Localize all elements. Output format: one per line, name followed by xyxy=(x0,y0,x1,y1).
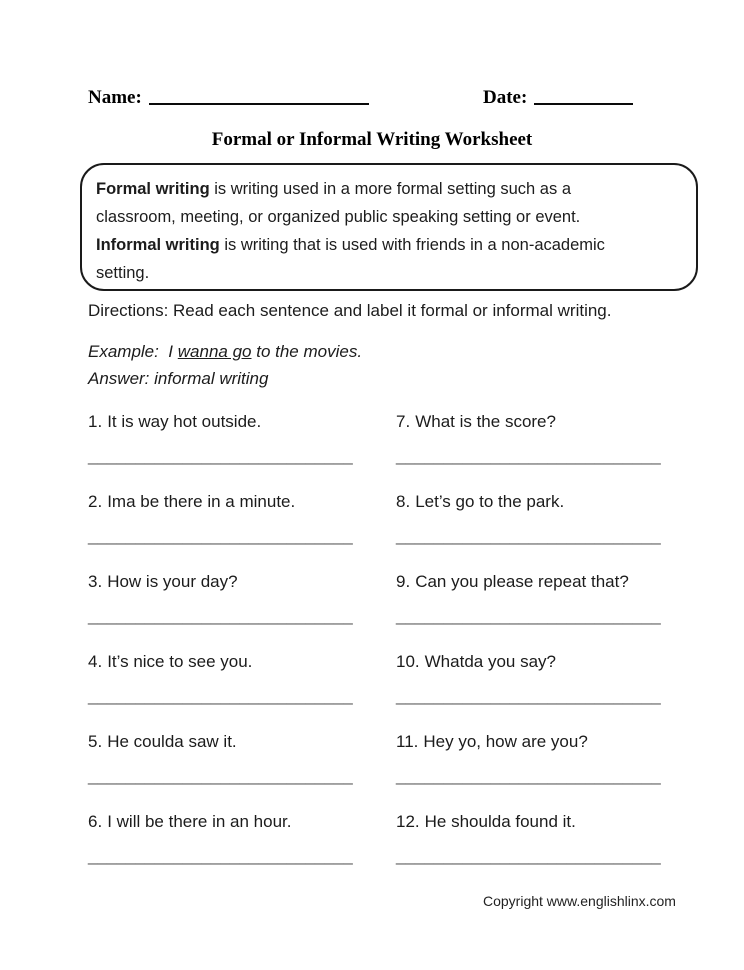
item-text: How is your day? xyxy=(107,572,238,591)
item-number: 2. xyxy=(88,492,103,511)
answer-blank-line: ____________________________ xyxy=(88,686,353,705)
list-item xyxy=(396,490,708,570)
item-text: Ima be there in a minute. xyxy=(107,492,296,511)
page-title: Formal or Informal Writing Worksheet xyxy=(211,129,533,150)
item-sentence xyxy=(396,570,708,594)
item-text: Can you please repeat that? xyxy=(415,572,629,591)
answer-blank-line: ____________________________ xyxy=(396,446,661,465)
item-text: Whatda you say? xyxy=(424,652,556,671)
definition-line xyxy=(96,175,682,203)
answer-blank-line: ____________________________ xyxy=(88,766,353,785)
item-text: What is the score? xyxy=(415,412,556,431)
list-item xyxy=(396,650,708,730)
definition-line xyxy=(96,203,682,231)
answer-blank-line: ____________________________ xyxy=(88,846,353,865)
answer-blank-line: ____________________________ xyxy=(88,606,353,625)
item-number: 7. xyxy=(396,412,411,431)
answer-blank-line: ____________________________ xyxy=(88,446,353,465)
date-field xyxy=(483,87,633,109)
item-sentence xyxy=(396,810,708,834)
directions-text: Directions: Read each sentence and label it formal or informal writing. xyxy=(88,301,612,320)
answer-blank-line: ____________________________ xyxy=(396,606,661,625)
definition-text: classroom, meeting, or organized public speaking setting or event. xyxy=(96,208,581,226)
sentence-list xyxy=(88,410,708,890)
item-number: 6. xyxy=(88,812,103,831)
date-blank-line xyxy=(534,99,633,105)
item-number: 3. xyxy=(88,572,103,591)
definition-text: setting. xyxy=(96,264,150,282)
item-sentence xyxy=(396,410,708,434)
item-sentence xyxy=(88,490,396,514)
answer-blank-line: ____________________________ xyxy=(396,526,661,545)
item-text: Hey yo, how are you? xyxy=(423,732,588,751)
item-sentence xyxy=(88,650,396,674)
example-underlined-phrase: wanna go xyxy=(177,342,252,361)
item-sentence xyxy=(396,490,708,514)
item-text: Let’s go to the park. xyxy=(415,492,565,511)
item-text: He shoulda found it. xyxy=(424,812,576,831)
date-label: Date: xyxy=(483,87,528,108)
example-answer-text: Answer: informal writing xyxy=(88,369,269,388)
list-item xyxy=(396,410,708,490)
item-text: I will be there in an hour. xyxy=(107,812,292,831)
name-blank-line xyxy=(149,99,369,105)
item-text: He coulda saw it. xyxy=(107,732,237,751)
item-text: It’s nice to see you. xyxy=(107,652,253,671)
definition-box xyxy=(80,163,698,291)
item-sentence xyxy=(88,810,396,834)
item-sentence xyxy=(88,730,396,754)
example-suffix: to the movies. xyxy=(251,342,363,361)
answer-blank-line: ____________________________ xyxy=(396,766,661,785)
list-item xyxy=(88,650,396,730)
item-number: 8. xyxy=(396,492,411,511)
example-text xyxy=(88,342,362,362)
list-item xyxy=(396,810,708,890)
item-number: 10. xyxy=(396,652,420,671)
definition-line xyxy=(96,259,682,287)
item-number: 11. xyxy=(396,732,419,751)
name-field xyxy=(88,87,369,109)
item-sentence xyxy=(88,570,396,594)
item-number: 12. xyxy=(396,812,420,831)
list-item xyxy=(88,810,396,890)
informal-term: Informal writing xyxy=(96,236,220,254)
definition-line xyxy=(96,231,682,259)
name-label: Name: xyxy=(88,87,142,108)
item-number: 4. xyxy=(88,652,103,671)
answer-blank-line: ____________________________ xyxy=(88,526,353,545)
formal-term: Formal writing xyxy=(96,180,210,198)
list-item xyxy=(88,410,396,490)
item-number: 1. xyxy=(88,412,103,431)
item-number: 9. xyxy=(396,572,411,591)
answer-blank-line: ____________________________ xyxy=(396,846,661,865)
example-prefix: Example: I xyxy=(88,342,178,361)
list-item xyxy=(396,570,708,650)
definition-text: is writing that is used with friends in a non-academic xyxy=(219,236,605,254)
list-item xyxy=(88,490,396,570)
item-sentence xyxy=(396,730,708,754)
answer-blank-line: ____________________________ xyxy=(396,686,661,705)
copyright-text: Copyright www.englishlinx.com xyxy=(483,893,676,909)
item-text: It is way hot outside. xyxy=(107,412,262,431)
list-item xyxy=(88,570,396,650)
list-item xyxy=(88,730,396,810)
item-sentence xyxy=(396,650,708,674)
list-item xyxy=(396,730,708,810)
item-number: 5. xyxy=(88,732,103,751)
definition-text: is writing used in a more formal setting such as a xyxy=(209,180,571,198)
item-sentence xyxy=(88,410,396,434)
